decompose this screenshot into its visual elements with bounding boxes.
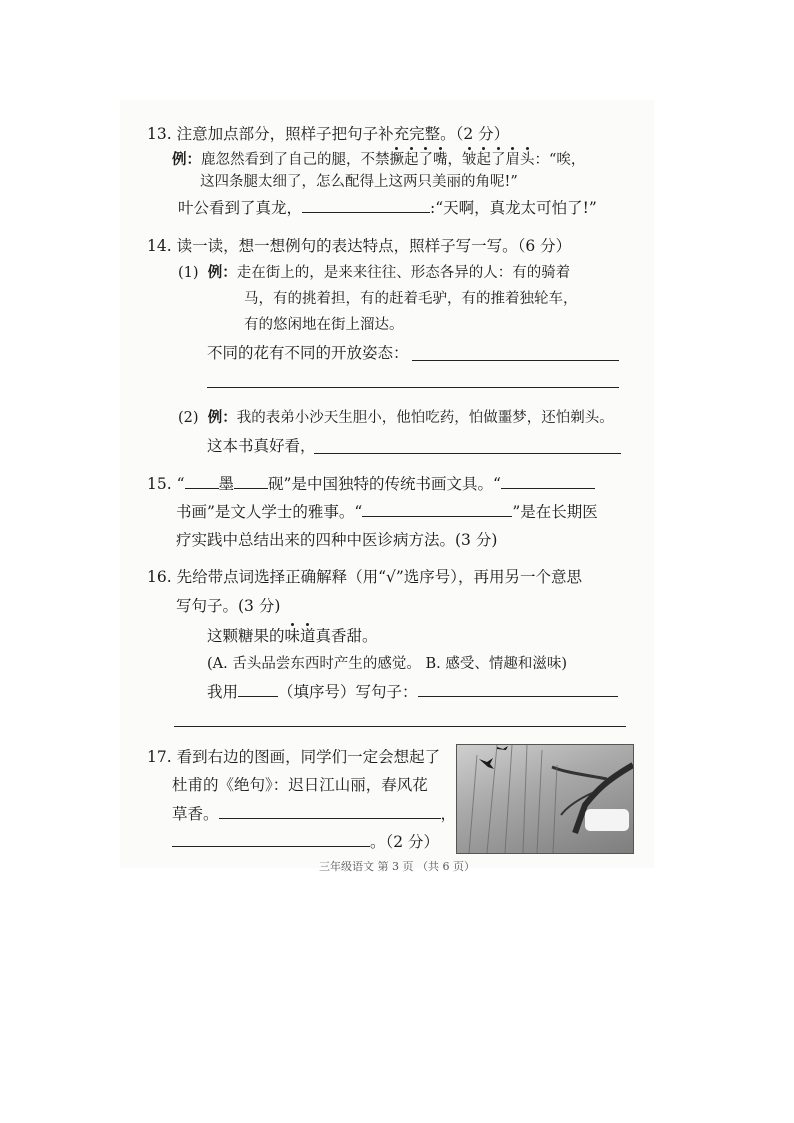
q14-part1-blank-1[interactable] [412, 360, 619, 361]
q15-blank-3[interactable] [501, 474, 595, 489]
emphasis-dot-char: 起 [476, 152, 491, 168]
q17-line3: 草香。 ， [172, 805, 457, 823]
emphasis-dot-char: 皱 [462, 152, 477, 168]
q16-title2: 写句子。(3 分) [176, 597, 281, 615]
q16-sentence-blank-2[interactable] [174, 726, 626, 727]
q13-dotted-phrase-1 [390, 152, 448, 168]
q16-options: (A. 舌头品尝东西时产生的感觉。 B. 感受、情趣和滋味) [207, 656, 567, 672]
emphasis-dot-char: 头 [520, 152, 535, 168]
q14-part2-task: 这本书真好看， [207, 437, 316, 455]
q13-example-label: 例： [172, 151, 201, 168]
q17-line2: 杜甫的《绝句》：迟日江山丽，春风花 [172, 776, 428, 794]
q15-blank-4[interactable] [362, 502, 512, 517]
emphasis-dot-char: 了 [418, 152, 433, 168]
emphasis-dot-char: 了 [491, 152, 506, 168]
q16-sentence: 这颗糖果的味道真香甜。 [207, 627, 378, 645]
q14-part2-blank[interactable] [314, 453, 621, 454]
emphasis-dot-char: 眉 [505, 152, 520, 168]
q13-example-line1: 例：鹿忽然看到了自己的腿，不禁撅起了嘴，皱起了眉头：“唉， [172, 151, 586, 168]
q14-part1-line3: 有的悠闲地在街上溜达。 [244, 317, 404, 333]
q15-line3: 疗实践中总结出来的四种中医诊病方法。(3 分) [176, 531, 498, 549]
q14-part1-task: 不同的花有不同的开放姿态： [207, 344, 409, 362]
q16-title: 16. 先给带点词选择正确解释（用“√”选序号），再用另一个意思 [147, 568, 583, 586]
emphasis-dot-char: 味 [284, 627, 301, 645]
swallow-icon [479, 758, 494, 769]
q15-blank-2[interactable] [234, 474, 268, 489]
q17-blank-2[interactable] [172, 832, 370, 847]
emphasis-dot-char: 撅 [389, 152, 404, 168]
q16-task: 我用 （填序号）写句子： [207, 682, 618, 702]
q17-line1: 17. 看到右边的图画，同学们一定会想起了 [147, 748, 441, 766]
q13-dotted-phrase-2 [462, 152, 535, 168]
q13-example-line2: 这四条腿太细了，怎么配得上这两只美丽的角呢!” [200, 174, 518, 190]
q16-dotted-word [285, 627, 316, 645]
poem-illustration-image [456, 744, 634, 854]
q16-option-blank[interactable] [238, 682, 278, 697]
q14-title: 14. 读一读，想一想例句的表达特点，照样子写一写。（6 分） [147, 237, 572, 255]
emphasis-dot-char: 嘴 [433, 152, 448, 168]
q13-title: 13. 注意加点部分，照样子把句子补充完整。（2 分） [147, 125, 510, 143]
page-footer: 三年级语文 第 3 页 （共 6 页） [319, 860, 475, 873]
q13-task: 叶公看到了真龙， :“天啊，真龙太可怕了!” [178, 199, 597, 217]
q15-line1: 15. “ 墨 砚”是中国独特的传统书画文具。“ [147, 474, 595, 494]
q14-part1-line1: (1) 例：走在街上的，是来来往往、形态各异的人：有的骑着 [178, 264, 571, 281]
q14-part1-blank-2[interactable] [207, 387, 619, 388]
swallow-icon-2 [497, 746, 508, 750]
emphasis-dot-char: 起 [404, 152, 419, 168]
q14-part1-line2: 马，有的挑着担，有的赶着毛驴，有的推着独轮车， [244, 291, 578, 307]
q15-line2: 书画”是文人学士的雅事。“ ”是在长期医 [176, 503, 598, 521]
q17-blank-1[interactable] [219, 804, 441, 819]
q15-blank-1[interactable] [185, 474, 219, 489]
q17-line4: 。（2 分） [172, 832, 439, 852]
willow-swallow-picture [457, 745, 633, 853]
emphasis-dot-char: 道 [300, 627, 316, 645]
q16-sentence-blank-1[interactable] [418, 682, 618, 697]
q13-answer-blank[interactable] [302, 198, 430, 213]
q14-part2-line: (2) 例：我的表弟小沙天生胆小，他怕吃药，怕做噩梦，还怕剃头。 [178, 409, 614, 426]
